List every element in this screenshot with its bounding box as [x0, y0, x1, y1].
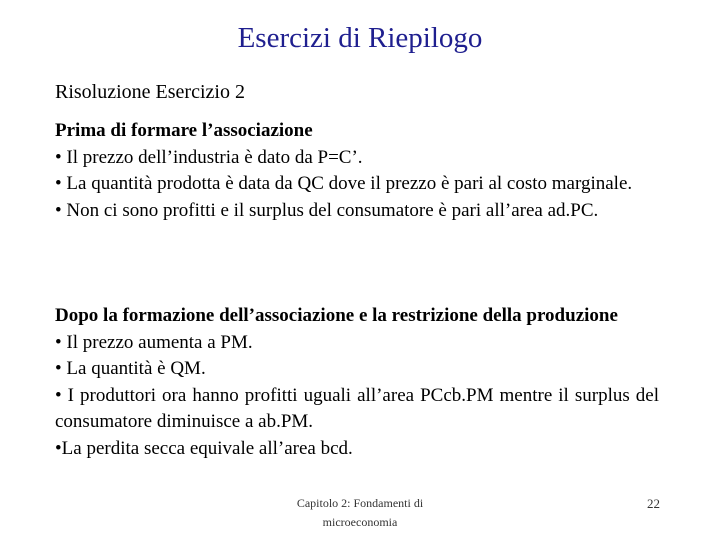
- bullet-item: •La perdita secca equivale all’area bcd.: [55, 437, 353, 459]
- bullet-item: • Non ci sono profitti e il surplus del consumatore è pari all’area ad.PC.: [55, 199, 599, 221]
- section-after-association: [55, 303, 659, 462]
- bullet-item: • I produttori ora hanno profitti uguali all’area PCcb.PM mentre il surplus del consumatore diminuisce a ab.PM.: [55, 384, 659, 432]
- footer-chapter: Capitolo 2: Fondamenti di microeconomia: [296, 496, 424, 529]
- bullet-item: • La quantità è QM.: [55, 358, 206, 379]
- section-heading: Prima di formare l’associazione: [55, 120, 313, 141]
- slide-title: Esercizi di Riepilogo: [237, 22, 483, 54]
- bullet-item: • La quantità prodotta è data da QC dove il prezzo è pari al costo marginale.: [55, 173, 633, 194]
- slide-subtitle: Risoluzione Esercizio 2: [55, 81, 245, 103]
- bullet-item: • Il prezzo aumenta a PM.: [55, 331, 253, 353]
- page-number: 22: [647, 496, 660, 511]
- section-before-association: [55, 118, 659, 224]
- bullet-item: • Il prezzo dell’industria è dato da P=C’.: [55, 146, 363, 168]
- section-heading: Dopo la formazione dell’associazione e la restrizione della produzione: [55, 305, 618, 326]
